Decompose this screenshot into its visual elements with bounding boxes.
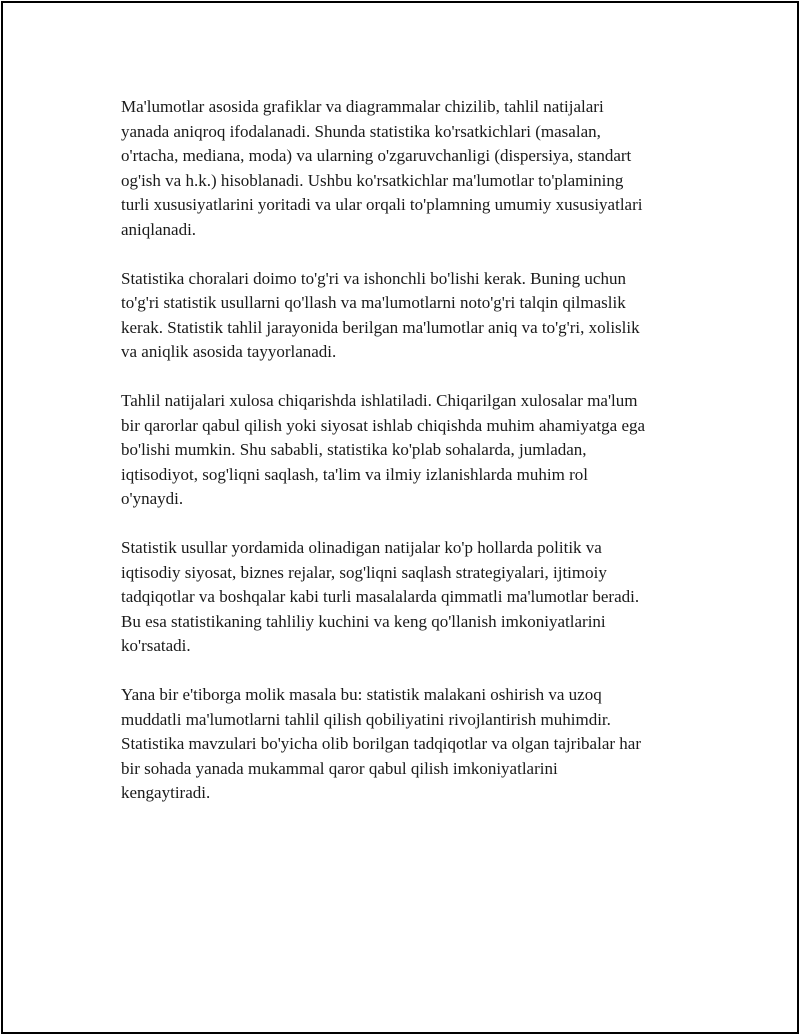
paragraph-3: Tahlil natijalari xulosa chiqarishda ishlatiladi. Chiqarilgan xulosalar ma'lum bir qarorlar qabul qilish yoki siyosat ishlab chiqishda muhim ahamiyatga ega bo'lishi mumkin. Shu sababli, statistika ko'plab sohalarda, jumladan, iqtisodiyot, sog'liqni saqlash, ta'lim va ilmiy izlanishlarda muhim rol o'ynaydi. (121, 391, 646, 508)
document-body (121, 95, 701, 830)
page-frame (1, 1, 799, 1034)
paragraph-4: Statistik usullar yordamida olinadigan natijalar ko'p hollarda politik va iqtisodiy siyosat, biznes rejalar, sog'liqni saqlash strategiyalari, ijtimoiy tadqiqotlar va boshqalar kabi turli masalalarda qimmatli ma'lumotlar beradi. Bu esa statistikaning tahliliy kuchini va keng qo'llanish imkoniyatlarini ko'rsatadi. (121, 538, 640, 655)
paragraph-1: Ma'lumotlar asosida grafiklar va diagrammalar chizilib, tahlil natijalari yanada aniqroq ifodalanadi. Shunda statistika ko'rsatkichlari (masalan, o'rtacha, mediana, moda) va ularning o'zgaruvchanligi (dispersiya, standart og'ish va h.k.) hisoblanadi. Ushbu ko'rsatkichlar ma'lumotlar to'plamining turli xususiyatlarini yoritadi va ular orqali to'plamning umumiy xususiyatlari aniqlanadi. (121, 97, 643, 239)
paragraph-2: Statistika choralari doimo to'g'ri va ishonchli bo'lishi kerak. Buning uchun to'g'ri statistik usullarni qo'llash va ma'lumotlarni noto'g'ri talqin qilmaslik kerak. Statistik tahlil jarayonida berilgan ma'lumotlar aniq va to'g'ri, xolislik va aniqlik asosida tayyorlanadi. (121, 268, 640, 361)
paragraph-5: Yana bir e'tiborga molik masala bu: statistik malakani oshirish va uzoq muddatli ma'lumotlarni tahlil qilish qobiliyatini rivojlantirish muhimdir. Statistika mavzulari bo'yicha olib borilgan tadqiqotlar va olgan tajribalar har bir sohada yanada mukammal qaror qabul qilish imkoniyatlarini kengaytiradi. (121, 685, 641, 802)
